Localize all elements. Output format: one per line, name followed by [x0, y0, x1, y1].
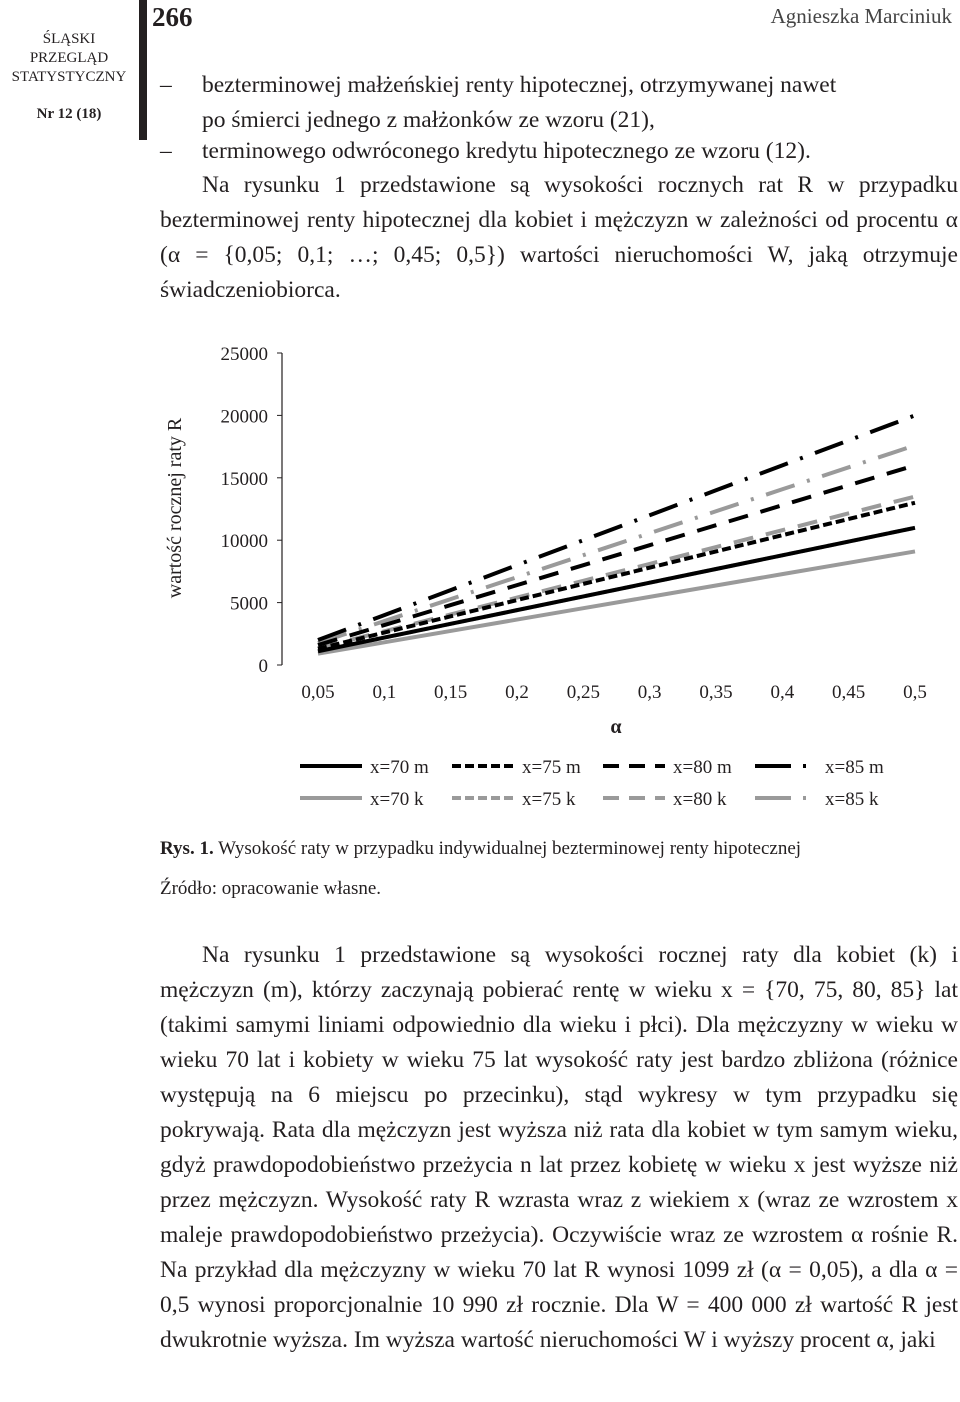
- journal-name-line3: STATYSTYCZNY: [11, 69, 127, 85]
- x-tick-label: 0,2: [505, 682, 529, 703]
- series-line: [318, 503, 915, 649]
- intro-paragraph: Na rysunku 1 przedstawione są wysokości rocznych rat R w przypadku bezterminowej renty hipotecznej dla kobiet i mężczyzn w zależności od procentu α (α = {0,05; 0,1; …; 0,45; 0,5}) wartości nieruchomości W, jaką otrzymuje świadczeniobiorca.: [160, 172, 958, 303]
- running-author: Agnieszka Marciniuk: [770, 4, 952, 28]
- y-tick-label: 25000: [220, 344, 268, 365]
- y-tick-label: 15000: [220, 468, 268, 490]
- legend-label: x=80 m: [673, 757, 732, 778]
- x-tick-label: 0,25: [566, 682, 600, 703]
- y-tick-label: 10000: [220, 531, 268, 553]
- legend-label: x=80 k: [673, 789, 727, 810]
- series-line: [318, 465, 915, 645]
- page-number: 266: [152, 2, 193, 32]
- bullet-text-line: terminowego odwróconego kredytu hipotecznego ze wzoru (12).: [202, 138, 811, 164]
- body-paragraph: Na rysunku 1 przedstawione są wysokości rocznej raty dla kobiet (k) i mężczyzn (m), którzy zaczynają pobierać rentę w wieku x = {70, 75, 80, 85} lat (takimi samymi liniami odpowiednio dla wieku i płci). Dla mężczyzny w wieku w wieku 70 lat i kobiety w wieku 75 lat wysokość raty jest bardzo zbliżona (różnice występują na 6 miejscu po przecinku), stąd wykresy w tym przypadku się pokrywają. Rata dla mężczyzn jest wyższa niż rata dla kobiet w tym samym wieku, gdyż prawdopodobieństwo przeżycia n lat przez kobietę w wieku x jest wyższe niż przez mężczyzn. Wysokość raty R wzrasta wraz z wiekiem x (wraz ze wzrostem x maleje prawdopodobieństwo przeżycia). Oczywiście wraz ze wzrostem α rośnie R. Na przykład dla mężczyzny w wieku 70 lat R wynosi 1099 zł (α = 0,05), a dla α = 0,5 wynosi proporcjonalnie 10 990 zł rocznie. Dla W = 400 000 zł wartość R jest dwukrotnie wyższa. Im wyższa wartość nieruchomości W i wyższy procent α, jaki: [160, 942, 958, 1353]
- y-axis-label: wartość rocznej raty R: [164, 417, 186, 599]
- legend-label: x=85 k: [825, 789, 879, 810]
- legend-label: x=70 k: [370, 789, 424, 810]
- x-tick-label: 0,15: [434, 682, 468, 703]
- x-tick-label: 0,05: [301, 682, 335, 703]
- figure-caption: [160, 838, 801, 860]
- x-tick-label: 0,45: [832, 682, 866, 703]
- series-line: [318, 528, 915, 651]
- bullet-dash: –: [160, 72, 172, 98]
- legend-label: x=75 m: [522, 757, 581, 778]
- journal-issue: Nr 12 (18): [36, 106, 102, 122]
- x-tick-label: 0,35: [699, 682, 733, 703]
- y-tick-label: 0: [258, 656, 268, 677]
- x-axis-label: α: [610, 716, 622, 738]
- figure-label: Rys. 1.: [160, 838, 214, 859]
- figure-source: Źródło: opracowanie własne.: [160, 878, 382, 899]
- x-tick-label: 0,5: [903, 682, 927, 703]
- x-tick-label: 0,3: [637, 682, 662, 703]
- x-tick-label: 0,4: [770, 682, 795, 703]
- y-tick-label: 5000: [230, 593, 268, 615]
- x-tick-label: 0,1: [372, 682, 397, 703]
- y-tick-label: 20000: [220, 406, 268, 428]
- series-line: [318, 551, 915, 653]
- bullet-text-line: bezterminowej małżeńskiej renty hipotecznej, otrzymywanej nawet: [202, 72, 837, 98]
- bullet-text-line: po śmierci jednego z małżonków ze wzoru (21),: [202, 107, 655, 133]
- series-line: [318, 415, 915, 640]
- journal-name-line1: ŚLĄSKI: [42, 31, 96, 47]
- series-line: [318, 445, 915, 643]
- journal-name-line2: PRZEGLĄD: [29, 50, 109, 66]
- legend-label: x=85 m: [825, 757, 884, 778]
- figure-caption-text: Wysokość raty w przypadku indywidualnej bezterminowej renty hipotecznej: [218, 838, 802, 859]
- bullet-dash: –: [160, 138, 172, 164]
- legend-label: x=75 k: [522, 789, 576, 810]
- legend-label: x=70 m: [370, 757, 429, 778]
